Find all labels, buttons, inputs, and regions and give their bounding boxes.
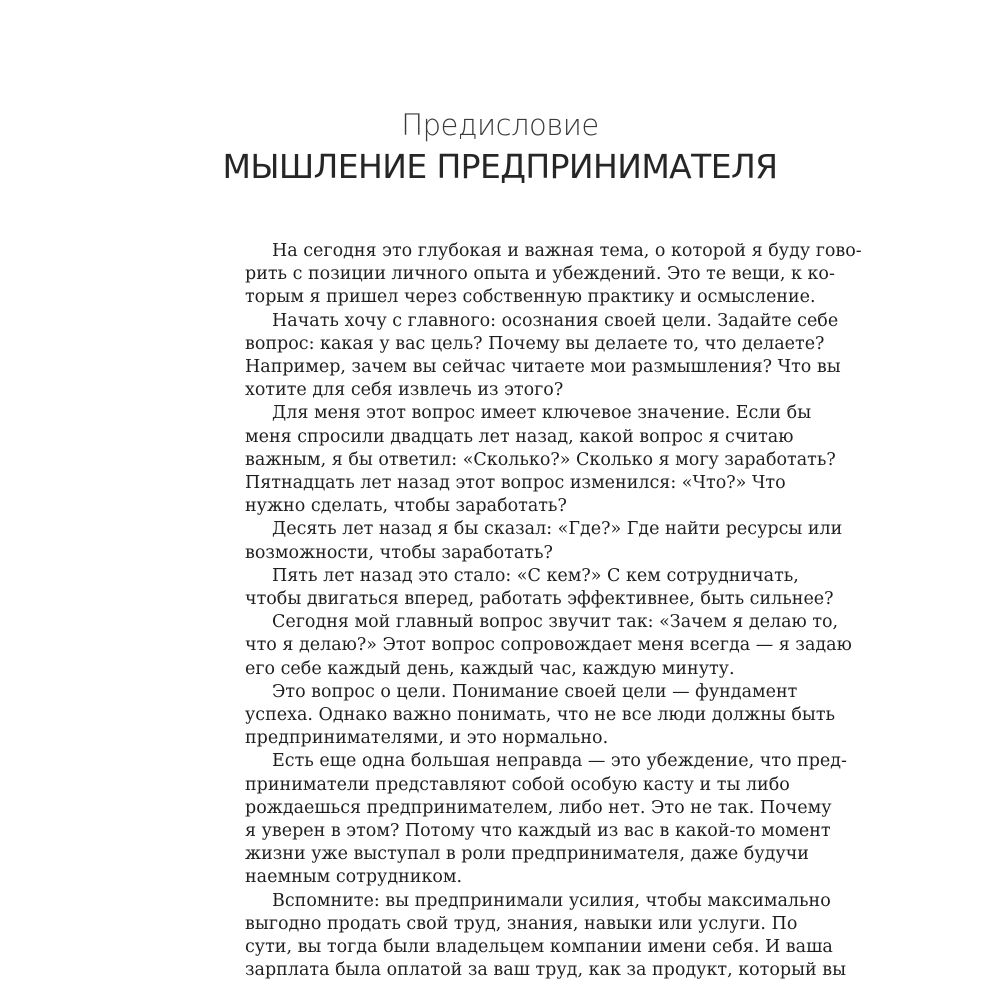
text-line: Например, зачем вы сейчас читаете мои размышления? Что вы [245, 357, 841, 378]
body-text [245, 240, 862, 983]
text-line: Есть еще одна большая неправда — это убеждение, что пред- [272, 751, 847, 772]
text-line: Пять лет назад это стало: «С кем?» С кем сотрудничать, [272, 565, 799, 586]
text-line: выгодно продать свой труд, знания, навыки или услуги. По [245, 913, 798, 934]
text-line: я уверен в этом? Потому что каждый из вас в какой-то момент [245, 821, 831, 842]
text-line: торым я пришел через собственную практику и осмысление. [245, 287, 816, 308]
text-line: его себе каждый день, каждый час, каждую минуту. [245, 658, 735, 679]
chapter-subtitle: Предисловие [401, 108, 599, 142]
paragraph [245, 681, 836, 751]
text-line: успеха. Однако важно понимать, что не все люди должны быть [245, 705, 836, 726]
text-line: Для меня этот вопрос имеет ключевое значение. Если бы [272, 403, 812, 424]
text-line: Вспомните: вы предпринимали усилия, чтобы максимально [272, 890, 831, 911]
text-line: важным, я бы ответил: «Сколько?» Сколько я могу заработать? [245, 449, 836, 470]
paragraph [245, 240, 862, 310]
paragraph [245, 890, 847, 983]
text-line: рить с позиции личного опыта и убеждений. Это те вещи, к ко- [245, 264, 835, 285]
text-line: приниматели представляют собой особую касту и ты либо [245, 774, 790, 795]
text-line: меня спросили двадцать лет назад, какой вопрос я считаю [245, 426, 794, 447]
text-line: зарплата была оплатой за ваш труд, как за продукт, который вы [245, 960, 847, 981]
text-line: На сегодня это глубокая и важная тема, о которой я буду гово- [272, 241, 862, 261]
text-line: Это вопрос о цели. Понимание своей цели — фундамент [272, 681, 798, 702]
text-line: возможности, чтобы заработать? [245, 542, 553, 563]
paragraph [245, 750, 847, 889]
paragraph [245, 611, 852, 681]
paragraph [245, 402, 836, 518]
text-line: Десять лет назад я бы сказал: «Где?» Где найти ресурсы или [272, 519, 843, 540]
text-line: вопрос: какая у вас цель? Почему вы делаете то, что делаете? [245, 333, 825, 354]
text-line: Начать хочу с главного: осознания своей цели. Задайте себе [272, 310, 839, 331]
text-line: чтобы двигаться вперед, работать эффективнее, быть сильнее? [245, 589, 834, 610]
chapter-title: МЫШЛЕНИЕ ПРЕДПРИНИМАТЕЛЯ [222, 147, 778, 186]
text-line: сути, вы тогда были владельцем компании имени себя. И ваша [245, 937, 833, 958]
text-line: Пятнадцать лет назад этот вопрос изменился: «Что?» Что [245, 473, 786, 494]
text-line: что я делаю?» Этот вопрос сопровождает меня всегда — я задаю [245, 635, 852, 656]
text-line: рождаешься предпринимателем, либо нет. Это не так. Почему [245, 797, 832, 818]
text-line: предпринимателями, и это нормально. [245, 728, 609, 749]
paragraph [245, 518, 843, 564]
text-line: нужно сделать, чтобы заработать? [245, 496, 567, 517]
text-line: хотите для себя извлечь из этого? [245, 380, 564, 401]
text-line: наемным сотрудником. [245, 867, 463, 888]
paragraph [245, 310, 841, 403]
text-line: жизни уже выступал в роли предпринимателя, даже будучи [245, 844, 809, 865]
text-line: Сегодня мой главный вопрос звучит так: «Зачем я делаю то, [272, 612, 839, 633]
paragraph [245, 565, 834, 611]
